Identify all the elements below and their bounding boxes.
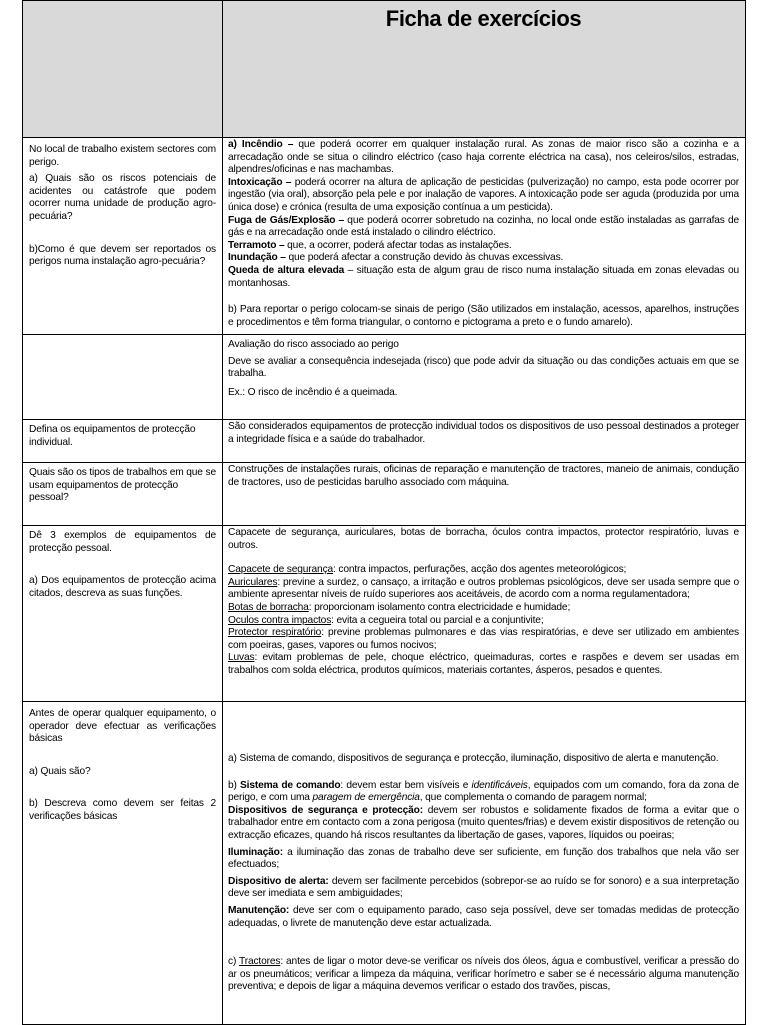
epi-item: Capacete de segurança: contra impactos, perfurações, acção dos agentes meteorológicos; (228, 564, 627, 576)
answer-cell (223, 138, 746, 335)
answer-intoxicacao: Intoxicação – poderá ocorrer na altura de aplicação de pesticidas (pulverização) no campo, esta pode ocorrer por ingestão (via oral), absorção pela pele e por inalação de vapores. A intoxicação pode ser aguda (produzida por uma única dose) e crónica (resulta de uma exposição contínua a um pesticida). (228, 176, 739, 213)
row-epi-examples (23, 526, 746, 702)
question-cell-empty (23, 335, 223, 420)
answer-example: Ex.: O risco de incêndio é a queimada. (228, 386, 398, 398)
header-left-cell (23, 1, 223, 138)
answer-inundacao: Inundação – que poderá afectar a construção devido às chuvas excessivas. (228, 252, 564, 264)
row-epi-definition (23, 420, 746, 463)
question-b: b)Como é que devem ser reportados os perigos numa instalação agro-pecuária? (29, 243, 216, 268)
question-a: a) Quais são os riscos potenciais de acidentes ou catástrofe que podem ocorrer numa unidade de produção agro-pecuária? (29, 173, 216, 222)
answer-cell (223, 526, 746, 702)
question-b: b) Descreva como devem ser feitas 2 verificações básicas (29, 798, 216, 822)
header-row (23, 1, 746, 138)
answer-c-tractores: c) Tractores: antes de ligar o motor deve-se verificar os níveis dos óleos, água e combustível, verificar a pressão do ar os pneumáticos; verificar a limpeza da máquina, verificar horímetro e saber se é necessário alguma manutenção preventiva; e depois de ligar a máquina devemos verificar o estado dos travões, piscas, (228, 956, 739, 993)
epi-item: Oculos contra impactos: evita a cegueira total ou parcial e a conjuntivite; (228, 614, 544, 626)
row-risks (23, 138, 746, 335)
question-text: Dê 3 exemplos de equipamentos de protecção pessoal. (29, 530, 216, 554)
question-cell (23, 463, 223, 526)
page-title: Ficha de exercícios (385, 6, 582, 31)
epi-item: Auriculares: previne a surdez, o cansaço, a irritação e outros problemas psicológicos, deve ser usada sempre que o ambiente apresentar níveis de ruído superiores aos aceitáveis, de acordo com a norma regulamentadora; (228, 576, 739, 601)
answer-incendio: a) Incêndio – que poderá ocorrer em qualquer instalação rural. As zonas de maior risco são a cozinha e a arrecadação onde se situa o cilindro eléctrico (caso haja corrente eléctrica na casa), nos celeiros/silos, estradas, alpendres/oficinas e nas machambas. (228, 139, 739, 176)
question-text: Defina os equipamentos de protecção individual. (29, 424, 196, 448)
answer-cell (223, 335, 746, 420)
answer-terramoto: Terramoto – que, a ocorrer, poderá afectar todas as instalações. (228, 239, 512, 251)
answer-fuga-gas: Fuga de Gás/Explosão – que poderá ocorrer sobretudo na cozinha, no local onde estão instaladas as garrafas de gás e na arrecadação onde está instalado o cilindro eléctrico. (228, 214, 739, 239)
answer-text: Construções de instalações rurais, oficinas de reparação e manutenção de tractores, maneio de animais, condução de tractores, uso de pesticidas barulho associado com máquina. (228, 464, 739, 488)
epi-function-list (228, 564, 739, 677)
question-a: a) Dos equipamentos de protecção acima citados, descreva as suas funções. (29, 575, 216, 599)
answer-dispositivos: Dispositivos de segurança e protecção: devem ser robustos e solidamente fixados de forma a evitar que o trabalhador entre em contacto com a zona perigosa (muito quentes/frias) e devem existir dispositivos de retenção ou extracção eficazes, quando há riscos resultantes da libertação de gases, vapores, líquidos ou poeiras; (228, 804, 739, 841)
answer-cell (223, 420, 746, 463)
answer-cell (223, 702, 746, 1025)
row-risk-assessment (23, 335, 746, 420)
answer-queda: Queda de altura elevada – situação esta de algum grau de risco numa instalação situada em zonas elevadas ou montanhosas. (228, 264, 739, 289)
answer-text: Deve se avaliar a consequência indesejada (risco) que pode advir da situação ou das condições actuais em que se trabalha. (228, 355, 739, 380)
row-basic-checks (23, 702, 746, 1025)
question-text: Quais são os tipos de trabalhos em que se usam equipamentos de protecção pessoal? (29, 467, 216, 504)
answer-manutencao: Manutenção: deve ser com o equipamento parado, caso seja possível, deve ser tomadas medidas de protecção adequadas, o livrete de manutenção deve estar actualizada. (228, 904, 739, 929)
question-intro: No local de trabalho existem sectores com perigo. (29, 144, 216, 168)
question-cell (23, 138, 223, 335)
answer-a: a) Sistema de comando, dispositivos de segurança e protecção, iluminação, dispositivo de alerta e manutenção. (228, 753, 719, 764)
exercise-sheet-table (22, 0, 746, 1025)
answer-b-sinais: b) Para reportar o perigo colocam-se sinais de perigo (São utilizados em instalação, acessos, aparelhos, instruções e procedimentos e têm forma triangular, o contorno e pictograma a preto e o fundo amarelo). (228, 304, 739, 328)
question-cell (23, 420, 223, 463)
answer-cell (223, 463, 746, 526)
question-text: Antes de operar qualquer equipamento, o operador deve efectuar as verificações básicas (29, 708, 216, 745)
answer-iluminacao: Iluminação: a iluminação das zonas de trabalho deve ser suficiente, em função dos trabalhos que nela vão ser efectuados; (228, 846, 739, 871)
answer-b-comando: b) Sistema de comando: devem estar bem visíveis e identificáveis, equipados com um comando, fora da zona de perigo, e com uma paragem de emergência, que complementa o comando de paragem normal; (228, 779, 739, 804)
answer-intro: Capacete de segurança, auriculares, botas de borracha, óculos contra impactos, protector respiratório, luvas e outros. (228, 527, 739, 551)
question-cell (23, 526, 223, 702)
answer-text: São considerados equipamentos de protecção individual todos os dispositivos de uso pessoal destinados a proteger a integridade física e a saúde do trabalhador. (228, 421, 739, 445)
answer-alerta: Dispositivo de alerta: devem ser facilmente percebidos (sobrepor-se ao ruído se for sonoro) e a sua interpretação deve ser imediata e sem ambiguidades; (228, 875, 739, 900)
question-cell (23, 702, 223, 1025)
epi-item: Protector respiratório: previne problemas pulmonares e das vias respiratórias, e deve ser utilizado em ambientes com poeiras, gases, vapores ou fumos nocivos; (228, 627, 739, 651)
epi-item: Botas de borracha: proporcionam isolamento contra electricidade e humidade; (228, 601, 571, 613)
answer-heading: Avaliação do risco associado ao perigo (228, 339, 399, 350)
epi-item: Luvas: evitam problemas de pele, choque eléctrico, queimaduras, cortes e raspões e devem ser usadas em trabalhos com solda eléctrica, produtos químicos, materiais cortantes, ásperos, pesados e quentes. (228, 652, 739, 676)
question-a: a) Quais são? (29, 765, 91, 777)
header-title-cell (223, 1, 746, 138)
row-work-types (23, 463, 746, 526)
